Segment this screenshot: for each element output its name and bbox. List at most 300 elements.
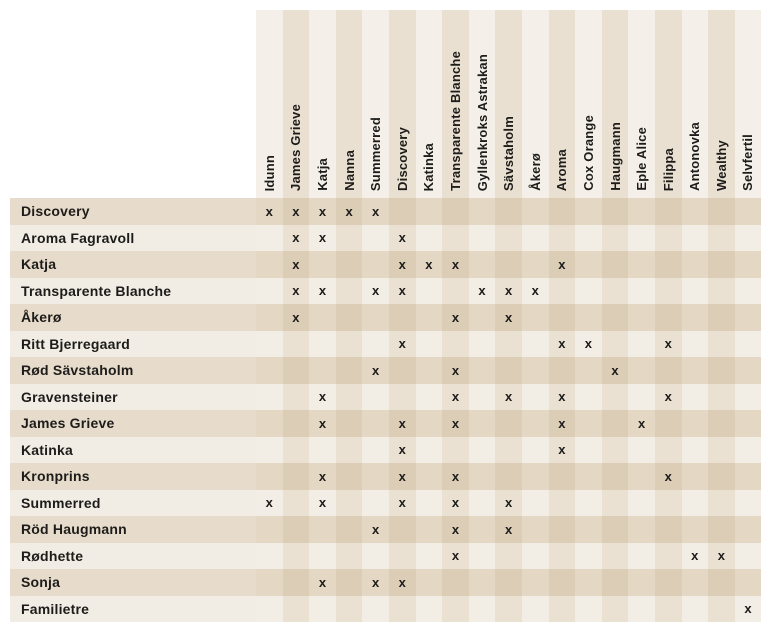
cell-r-dhette--transparente-blanche — [442, 543, 469, 570]
column-header-label: Sävstaholm — [501, 116, 517, 191]
compatibility-mark: x — [451, 415, 460, 431]
cell-aroma-fagravoll--summerred — [362, 225, 389, 252]
column-header-label: Idunn — [261, 154, 277, 191]
cell-familietre--nanna — [336, 596, 363, 623]
compatibility-mark: x — [505, 283, 513, 299]
cell-katinka--nanna — [336, 437, 363, 464]
cell-discovery--katja — [309, 198, 336, 225]
cell-katja--katja — [309, 251, 336, 278]
cell-summerred--summerred — [362, 490, 389, 517]
cell-summerred--gyllenkroks-astrakan — [469, 490, 496, 517]
row-label-ritt-bjerregaard: Ritt Bjerregaard — [10, 331, 256, 358]
cell-sonja--nanna — [336, 569, 363, 596]
column-header-haugmann — [602, 10, 629, 198]
cell-ritt-bjerregaard--s-vstaholm — [495, 331, 522, 358]
row-label-ker: Åkerø — [10, 304, 256, 331]
compatibility-mark: x — [265, 495, 273, 511]
row-label-katja: Katja — [10, 251, 256, 278]
column-header-label: James Grieve — [288, 104, 304, 191]
cell-summerred--wealthy — [708, 490, 735, 517]
compatibility-mark: x — [265, 203, 273, 219]
cell-aroma-fagravoll--idunn — [256, 225, 283, 252]
cell-familietre--selvfertil — [735, 596, 762, 623]
cell-transparente-blanche--discovery — [389, 278, 416, 305]
cell-james-grieve--katja — [309, 410, 336, 437]
column-header-label: Summerred — [368, 116, 384, 191]
cell-james-grieve--filippa — [655, 410, 682, 437]
column-header-aroma — [549, 10, 576, 198]
cell-katinka--filippa — [655, 437, 682, 464]
compatibility-mark: x — [398, 495, 406, 511]
compatibility-mark: x — [398, 442, 406, 458]
cell-summerred--eple-alice — [628, 490, 655, 517]
compatibility-mark: x — [292, 256, 300, 272]
cell-ker--katja — [309, 304, 336, 331]
cell-katja--gyllenkroks-astrakan — [469, 251, 496, 278]
compatibility-mark: x — [664, 389, 672, 405]
cell-kronprins--cox-orange — [575, 463, 602, 490]
cell-r-d-haugmann--haugmann — [602, 516, 629, 543]
column-header-summerred — [362, 10, 389, 198]
cell-katinka--wealthy — [708, 437, 735, 464]
compatibility-mark: x — [372, 574, 380, 590]
compatibility-mark: x — [318, 415, 327, 431]
cell-gravensteiner--haugmann — [602, 384, 629, 411]
cell-kronprins--ker — [522, 463, 549, 490]
cell-r-dhette--katinka — [416, 543, 443, 570]
cell-sonja--filippa — [655, 569, 682, 596]
cell-james-grieve--selvfertil — [735, 410, 762, 437]
cell-aroma-fagravoll--katja — [309, 225, 336, 252]
cell-familietre--s-vstaholm — [495, 596, 522, 623]
cell-gravensteiner--summerred — [362, 384, 389, 411]
row-label-transparente-blanche: Transparente Blanche — [10, 278, 256, 305]
compatibility-mark: x — [398, 468, 406, 484]
cell-james-grieve--summerred — [362, 410, 389, 437]
compatibility-mark: x — [691, 548, 699, 564]
cell-kronprins--selvfertil — [735, 463, 762, 490]
compatibility-mark: x — [318, 283, 327, 299]
cell-kronprins--gyllenkroks-astrakan — [469, 463, 496, 490]
cell-katinka--haugmann — [602, 437, 629, 464]
compatibility-mark: x — [611, 362, 619, 378]
compatibility-mark: x — [425, 256, 433, 272]
cell-ritt-bjerregaard--james-grieve — [283, 331, 310, 358]
cell-james-grieve--nanna — [336, 410, 363, 437]
column-header-label: Eple Alice — [634, 127, 650, 191]
cell-sonja--james-grieve — [283, 569, 310, 596]
cell-ritt-bjerregaard--summerred — [362, 331, 389, 358]
compatibility-mark: x — [451, 362, 460, 378]
cell-ritt-bjerregaard--katinka — [416, 331, 443, 358]
cell-r-d-haugmann--wealthy — [708, 516, 735, 543]
compatibility-mark: x — [451, 521, 460, 537]
cell-ritt-bjerregaard--transparente-blanche — [442, 331, 469, 358]
cell-discovery--antonovka — [682, 198, 709, 225]
cell-transparente-blanche--ker — [522, 278, 549, 305]
cell-gravensteiner--james-grieve — [283, 384, 310, 411]
cell-kronprins--summerred — [362, 463, 389, 490]
cell-katinka--james-grieve — [283, 437, 310, 464]
compatibility-mark: x — [558, 256, 566, 272]
cell-katinka--eple-alice — [628, 437, 655, 464]
compatibility-mark: x — [292, 283, 300, 299]
cell-kronprins--katja — [309, 463, 336, 490]
cell-gravensteiner--transparente-blanche — [442, 384, 469, 411]
cell-discovery--idunn — [256, 198, 283, 225]
cell-r-d-s-vstaholm--nanna — [336, 357, 363, 384]
cell-katja--haugmann — [602, 251, 629, 278]
cell-familietre--discovery — [389, 596, 416, 623]
cell-ritt-bjerregaard--idunn — [256, 331, 283, 358]
column-header-katja — [309, 10, 336, 198]
cell-r-d-haugmann--katinka — [416, 516, 443, 543]
cell-aroma-fagravoll--wealthy — [708, 225, 735, 252]
cell-ker--katinka — [416, 304, 443, 331]
cell-katja--summerred — [362, 251, 389, 278]
row-label-r-d-haugmann: Röd Haugmann — [10, 516, 256, 543]
cell-familietre--aroma — [549, 596, 576, 623]
compatibility-mark: x — [292, 203, 300, 219]
cell-james-grieve--discovery — [389, 410, 416, 437]
cell-familietre--ker — [522, 596, 549, 623]
cell-r-dhette--selvfertil — [735, 543, 762, 570]
cell-kronprins--katinka — [416, 463, 443, 490]
cell-aroma-fagravoll--cox-orange — [575, 225, 602, 252]
cell-r-dhette--eple-alice — [628, 543, 655, 570]
cell-ritt-bjerregaard--wealthy — [708, 331, 735, 358]
cell-ker--filippa — [655, 304, 682, 331]
cell-discovery--filippa — [655, 198, 682, 225]
cell-kronprins--s-vstaholm — [495, 463, 522, 490]
cell-r-dhette--s-vstaholm — [495, 543, 522, 570]
cell-transparente-blanche--haugmann — [602, 278, 629, 305]
cell-discovery--ker — [522, 198, 549, 225]
cell-sonja--ker — [522, 569, 549, 596]
compatibility-mark: x — [505, 521, 513, 537]
column-header-eple-alice — [628, 10, 655, 198]
cell-james-grieve--transparente-blanche — [442, 410, 469, 437]
cell-gravensteiner--s-vstaholm — [495, 384, 522, 411]
cell-james-grieve--cox-orange — [575, 410, 602, 437]
column-header-label: Selvfertil — [740, 134, 756, 191]
column-header-label: Katja — [314, 158, 330, 191]
compatibility-mark: x — [398, 256, 406, 272]
cell-sonja--katja — [309, 569, 336, 596]
column-header-label: Filippa — [660, 147, 676, 191]
cell-ker--selvfertil — [735, 304, 762, 331]
cell-familietre--eple-alice — [628, 596, 655, 623]
row-label-familietre: Familietre — [10, 596, 256, 623]
cell-sonja--haugmann — [602, 569, 629, 596]
column-header-label: Wealthy — [713, 139, 729, 191]
cell-ker--s-vstaholm — [495, 304, 522, 331]
column-header-label: Transparente Blanche — [447, 51, 463, 191]
compatibility-mark: x — [372, 203, 380, 219]
cell-gravensteiner--ker — [522, 384, 549, 411]
cell-ritt-bjerregaard--filippa — [655, 331, 682, 358]
cell-james-grieve--gyllenkroks-astrakan — [469, 410, 496, 437]
cell-summerred--haugmann — [602, 490, 629, 517]
cell-gravensteiner--discovery — [389, 384, 416, 411]
cell-aroma-fagravoll--james-grieve — [283, 225, 310, 252]
cell-aroma-fagravoll--haugmann — [602, 225, 629, 252]
cell-katja--ker — [522, 251, 549, 278]
cell-katinka--antonovka — [682, 437, 709, 464]
compatibility-mark: x — [318, 203, 327, 219]
column-header-katinka — [416, 10, 443, 198]
cell-gravensteiner--selvfertil — [735, 384, 762, 411]
cell-familietre--wealthy — [708, 596, 735, 623]
cell-ker--gyllenkroks-astrakan — [469, 304, 496, 331]
cell-ker--nanna — [336, 304, 363, 331]
cell-r-d-s-vstaholm--gyllenkroks-astrakan — [469, 357, 496, 384]
cell-transparente-blanche--katja — [309, 278, 336, 305]
compatibility-mark: x — [451, 495, 460, 511]
column-header-gyllenkroks-astrakan — [469, 10, 496, 198]
cell-katja--wealthy — [708, 251, 735, 278]
cell-sonja--antonovka — [682, 569, 709, 596]
cell-gravensteiner--aroma — [549, 384, 576, 411]
cell-summerred--filippa — [655, 490, 682, 517]
compatibility-mark: x — [505, 309, 513, 325]
column-header-filippa — [655, 10, 682, 198]
cell-james-grieve--idunn — [256, 410, 283, 437]
cell-r-dhette--idunn — [256, 543, 283, 570]
cell-sonja--eple-alice — [628, 569, 655, 596]
cell-transparente-blanche--cox-orange — [575, 278, 602, 305]
cell-katja--antonovka — [682, 251, 709, 278]
compatibility-mark: x — [372, 521, 380, 537]
cell-kronprins--eple-alice — [628, 463, 655, 490]
compatibility-mark: x — [558, 336, 566, 352]
cell-r-dhette--cox-orange — [575, 543, 602, 570]
cell-ker--discovery — [389, 304, 416, 331]
cell-gravensteiner--katja — [309, 384, 336, 411]
cell-aroma-fagravoll--aroma — [549, 225, 576, 252]
cell-discovery--s-vstaholm — [495, 198, 522, 225]
cell-r-d-haugmann--nanna — [336, 516, 363, 543]
cell-james-grieve--antonovka — [682, 410, 709, 437]
cell-r-d-s-vstaholm--wealthy — [708, 357, 735, 384]
cell-kronprins--james-grieve — [283, 463, 310, 490]
cell-r-dhette--filippa — [655, 543, 682, 570]
compatibility-mark: x — [345, 203, 353, 219]
cell-summerred--transparente-blanche — [442, 490, 469, 517]
column-header-transparente-blanche — [442, 10, 469, 198]
cell-sonja--summerred — [362, 569, 389, 596]
cell-discovery--eple-alice — [628, 198, 655, 225]
column-header-label: Cox Orange — [580, 115, 596, 191]
compatibility-mark: x — [584, 336, 593, 352]
cell-familietre--cox-orange — [575, 596, 602, 623]
cell-r-d-s-vstaholm--filippa — [655, 357, 682, 384]
cell-gravensteiner--antonovka — [682, 384, 709, 411]
cell-r-d-haugmann--aroma — [549, 516, 576, 543]
cell-ker--transparente-blanche — [442, 304, 469, 331]
cell-r-d-s-vstaholm--transparente-blanche — [442, 357, 469, 384]
cell-ritt-bjerregaard--aroma — [549, 331, 576, 358]
cell-discovery--aroma — [549, 198, 576, 225]
cell-r-d-s-vstaholm--james-grieve — [283, 357, 310, 384]
column-header-idunn — [256, 10, 283, 198]
compatibility-mark: x — [318, 468, 327, 484]
cell-ker--ker — [522, 304, 549, 331]
cell-katinka--ker — [522, 437, 549, 464]
cell-r-d-haugmann--filippa — [655, 516, 682, 543]
cell-discovery--discovery — [389, 198, 416, 225]
cell-ker--wealthy — [708, 304, 735, 331]
column-header-selvfertil — [735, 10, 762, 198]
cell-james-grieve--ker — [522, 410, 549, 437]
cell-ker--antonovka — [682, 304, 709, 331]
cell-familietre--james-grieve — [283, 596, 310, 623]
column-header-james-grieve — [283, 10, 310, 198]
cell-aroma-fagravoll--gyllenkroks-astrakan — [469, 225, 496, 252]
compatibility-mark: x — [398, 336, 406, 352]
cell-r-dhette--james-grieve — [283, 543, 310, 570]
column-header-label: Haugmann — [607, 122, 623, 191]
cell-r-d-haugmann--selvfertil — [735, 516, 762, 543]
cell-ker--eple-alice — [628, 304, 655, 331]
compatibility-mark: x — [717, 548, 725, 564]
cell-katinka--idunn — [256, 437, 283, 464]
cell-transparente-blanche--idunn — [256, 278, 283, 305]
cell-r-d-s-vstaholm--idunn — [256, 357, 283, 384]
compatibility-mark: x — [398, 574, 406, 590]
cell-katja--discovery — [389, 251, 416, 278]
column-header-label: Nanna — [341, 150, 357, 191]
cell-summerred--antonovka — [682, 490, 709, 517]
cell-ritt-bjerregaard--eple-alice — [628, 331, 655, 358]
cell-r-d-haugmann--cox-orange — [575, 516, 602, 543]
cell-familietre--katja — [309, 596, 336, 623]
cell-transparente-blanche--filippa — [655, 278, 682, 305]
cell-katja--nanna — [336, 251, 363, 278]
cell-kronprins--discovery — [389, 463, 416, 490]
cell-ker--summerred — [362, 304, 389, 331]
cell-summerred--cox-orange — [575, 490, 602, 517]
cell-ker--idunn — [256, 304, 283, 331]
cell-sonja--gyllenkroks-astrakan — [469, 569, 496, 596]
cell-sonja--s-vstaholm — [495, 569, 522, 596]
column-header-antonovka — [682, 10, 709, 198]
cell-katinka--gyllenkroks-astrakan — [469, 437, 496, 464]
cell-summerred--discovery — [389, 490, 416, 517]
cell-r-d-s-vstaholm--antonovka — [682, 357, 709, 384]
cell-gravensteiner--idunn — [256, 384, 283, 411]
cell-familietre--gyllenkroks-astrakan — [469, 596, 496, 623]
pollination-matrix — [10, 10, 761, 622]
compatibility-mark: x — [318, 574, 327, 590]
compatibility-mark: x — [664, 468, 672, 484]
cell-r-d-haugmann--ker — [522, 516, 549, 543]
compatibility-mark: x — [398, 415, 406, 431]
cell-familietre--summerred — [362, 596, 389, 623]
compatibility-mark: x — [292, 230, 300, 246]
column-header-s-vstaholm — [495, 10, 522, 198]
cell-ritt-bjerregaard--ker — [522, 331, 549, 358]
cell-r-d-haugmann--eple-alice — [628, 516, 655, 543]
compatibility-mark: x — [318, 389, 327, 405]
compatibility-mark: x — [318, 495, 327, 511]
cell-transparente-blanche--eple-alice — [628, 278, 655, 305]
cell-gravensteiner--wealthy — [708, 384, 735, 411]
cell-transparente-blanche--antonovka — [682, 278, 709, 305]
cell-transparente-blanche--s-vstaholm — [495, 278, 522, 305]
compatibility-mark: x — [398, 230, 406, 246]
cell-r-d-s-vstaholm--s-vstaholm — [495, 357, 522, 384]
cell-discovery--summerred — [362, 198, 389, 225]
cell-familietre--transparente-blanche — [442, 596, 469, 623]
cell-kronprins--haugmann — [602, 463, 629, 490]
cell-r-d-s-vstaholm--cox-orange — [575, 357, 602, 384]
cell-ritt-bjerregaard--haugmann — [602, 331, 629, 358]
compatibility-mark: x — [451, 309, 460, 325]
compatibility-mark: x — [451, 468, 460, 484]
cell-familietre--haugmann — [602, 596, 629, 623]
cell-r-dhette--gyllenkroks-astrakan — [469, 543, 496, 570]
compatibility-mark: x — [398, 283, 406, 299]
cell-r-dhette--wealthy — [708, 543, 735, 570]
cell-discovery--transparente-blanche — [442, 198, 469, 225]
cell-kronprins--transparente-blanche — [442, 463, 469, 490]
cell-james-grieve--eple-alice — [628, 410, 655, 437]
compatibility-mark: x — [451, 548, 460, 564]
cell-katinka--selvfertil — [735, 437, 762, 464]
cell-ritt-bjerregaard--cox-orange — [575, 331, 602, 358]
cell-transparente-blanche--selvfertil — [735, 278, 762, 305]
row-label-r-d-s-vstaholm: Rød Sävstaholm — [10, 357, 256, 384]
cell-sonja--transparente-blanche — [442, 569, 469, 596]
column-header-label: Aroma — [554, 148, 570, 191]
row-label-r-dhette: Rødhette — [10, 543, 256, 570]
cell-aroma-fagravoll--katinka — [416, 225, 443, 252]
cell-transparente-blanche--katinka — [416, 278, 443, 305]
cell-transparente-blanche--gyllenkroks-astrakan — [469, 278, 496, 305]
cell-r-d-s-vstaholm--aroma — [549, 357, 576, 384]
cell-r-d-s-vstaholm--discovery — [389, 357, 416, 384]
cell-transparente-blanche--transparente-blanche — [442, 278, 469, 305]
row-label-discovery: Discovery — [10, 198, 256, 225]
compatibility-mark: x — [505, 389, 513, 405]
cell-katinka--aroma — [549, 437, 576, 464]
row-label-kronprins: Kronprins — [10, 463, 256, 490]
cell-sonja--wealthy — [708, 569, 735, 596]
corner-spacer — [10, 10, 256, 198]
compatibility-mark: x — [451, 389, 460, 405]
cell-transparente-blanche--aroma — [549, 278, 576, 305]
cell-discovery--haugmann — [602, 198, 629, 225]
cell-discovery--wealthy — [708, 198, 735, 225]
compatibility-mark: x — [558, 415, 566, 431]
cell-r-dhette--aroma — [549, 543, 576, 570]
column-header-discovery — [389, 10, 416, 198]
cell-aroma-fagravoll--s-vstaholm — [495, 225, 522, 252]
column-header-label: Antonovka — [687, 122, 703, 191]
cell-ritt-bjerregaard--antonovka — [682, 331, 709, 358]
compatibility-mark: x — [505, 495, 513, 511]
cell-james-grieve--james-grieve — [283, 410, 310, 437]
cell-gravensteiner--filippa — [655, 384, 682, 411]
cell-katja--idunn — [256, 251, 283, 278]
cell-kronprins--nanna — [336, 463, 363, 490]
cell-james-grieve--wealthy — [708, 410, 735, 437]
cell-transparente-blanche--nanna — [336, 278, 363, 305]
cell-r-d-haugmann--transparente-blanche — [442, 516, 469, 543]
cell-james-grieve--aroma — [549, 410, 576, 437]
compatibility-mark: x — [478, 283, 486, 299]
